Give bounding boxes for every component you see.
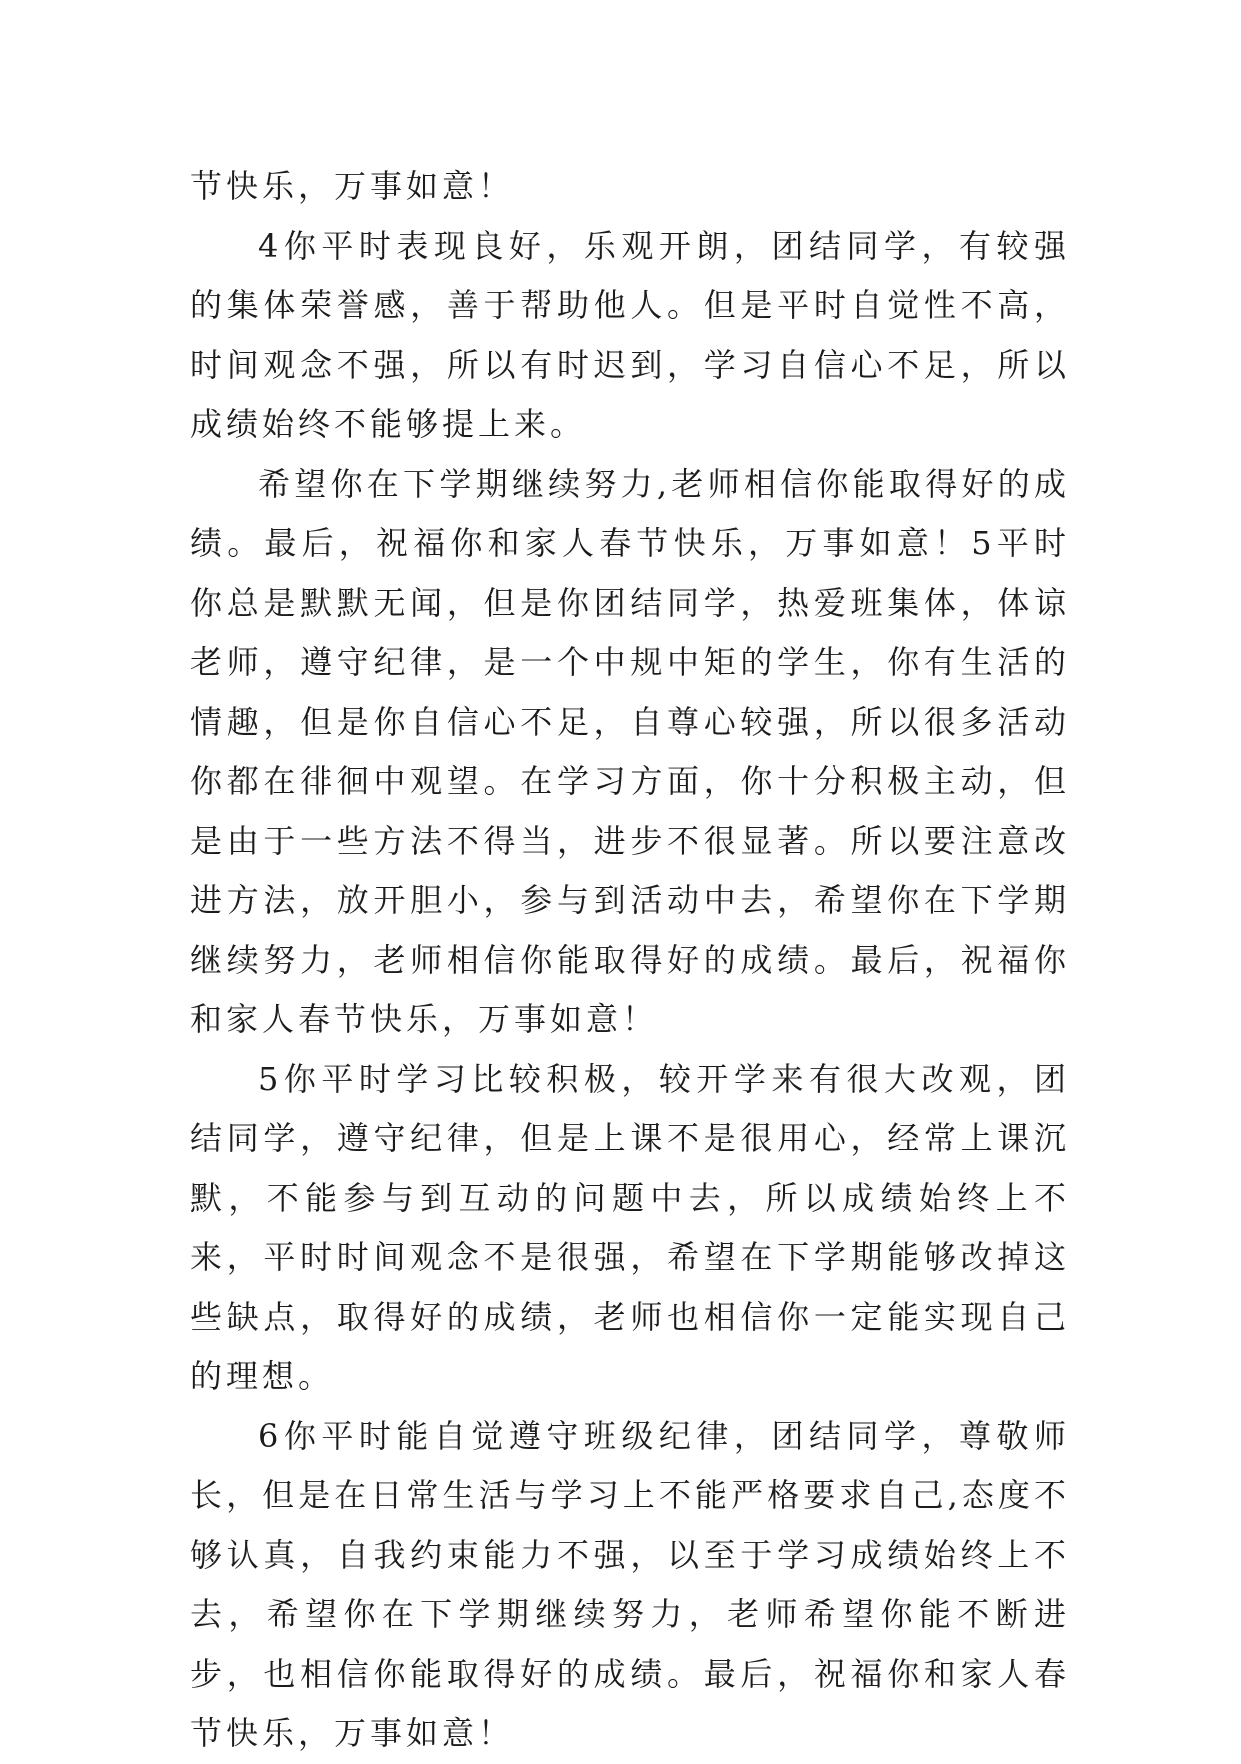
document-body: [190, 157, 1070, 1764]
paragraph-5: 6你平时能自觉遵守班级纪律，团结同学，尊敬师长，但是在日常生活与学习上不能严格要求自己,态度不够认真，自我约束能力不强，以至于学习成绩始终上不去，希望你在下学期继续努力，老师希望你能不断进步，也相信你能取得好的成绩。最后，祝福你和家人春节快乐，万事如意！: [190, 1416, 1070, 1752]
paragraph-3: 希望你在下学期继续努力,老师相信你能取得好的成绩。最后，祝福你和家人春节快乐，万事如意！5平时你总是默默无闻，但是你团结同学，热爱班集体，体谅老师，遵守纪律，是一个中规中矩的学生，你有生活的情趣，但是你自信心不足，自尊心较强，所以很多活动你都在徘徊中观望。在学习方面，你十分积极主动，但是由于一些方法不得当，进步不很显著。所以要注意改进方法，放开胆小，参与到活动中去，希望你在下学期继续努力，老师相信你能取得好的成绩。最后，祝福你和家人春节快乐，万事如意！: [190, 464, 1070, 1038]
paragraph-1: 节快乐，万事如意！: [190, 167, 515, 205]
paragraph-2: 4你平时表现良好，乐观开朗，团结同学，有较强的集体荣誉感，善于帮助他人。但是平时自觉性不高，时间观念不强，所以有时迟到，学习自信心不足，所以成绩始终不能够提上来。: [190, 226, 1070, 443]
paragraph-4: 5你平时学习比较积极，较开学来有很大改观，团结同学，遵守纪律，但是上课不是很用心，经常上课沉默，不能参与到互动的问题中去，所以成绩始终上不来，平时时间观念不是很强，希望在下学期能够改掉这些缺点，取得好的成绩，老师也相信你一定能实现自己的理想。: [190, 1059, 1070, 1395]
